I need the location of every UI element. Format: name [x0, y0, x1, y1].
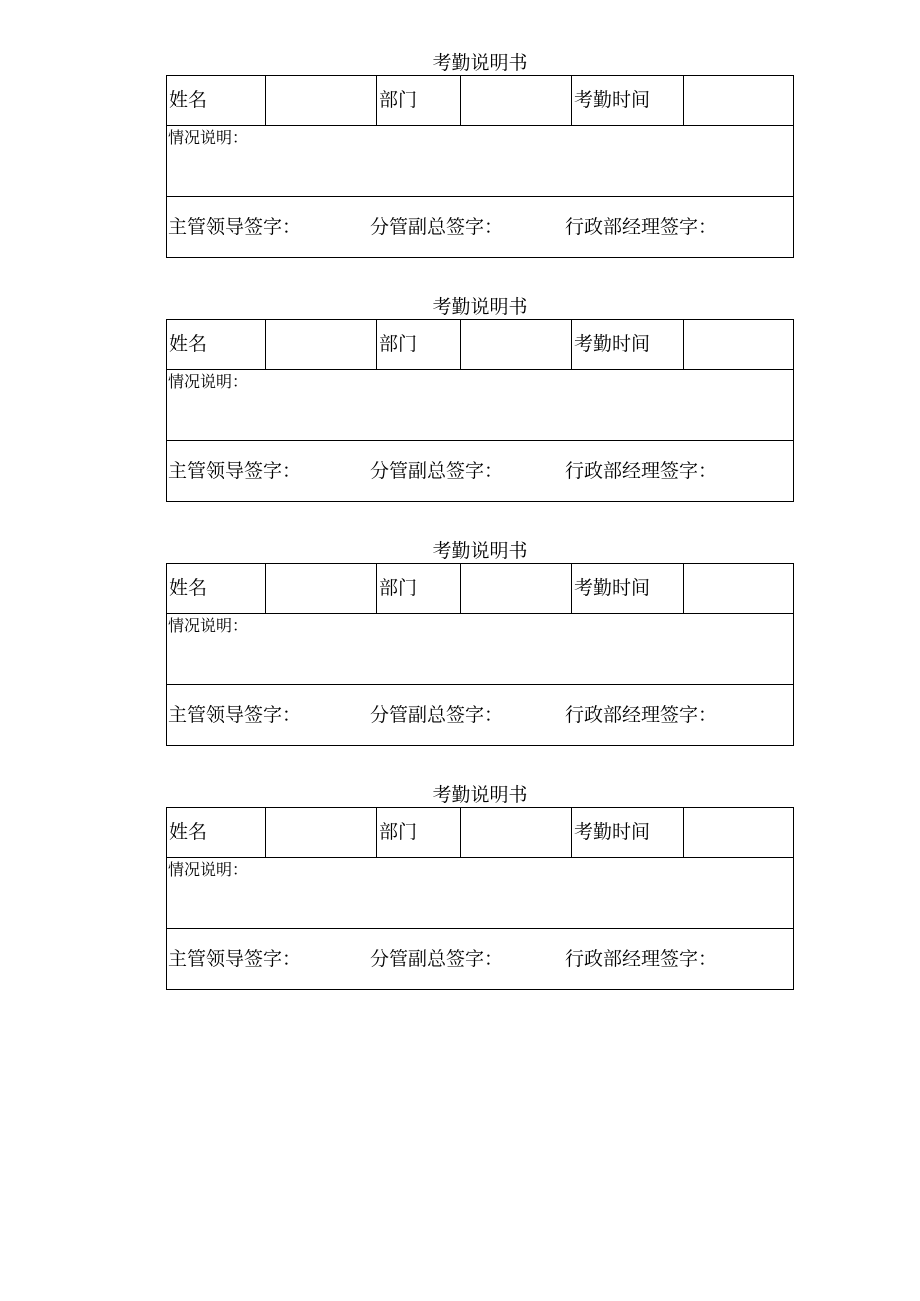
attendance-time-label: 考勤时间	[572, 808, 684, 857]
description-label: 情况说明：	[168, 372, 249, 391]
form-table	[166, 563, 794, 746]
attendance-time-label: 考勤时间	[572, 76, 684, 125]
info-row	[167, 564, 793, 614]
dept-label: 部门	[377, 320, 461, 369]
description-label: 情况说明：	[168, 128, 249, 147]
info-row	[167, 76, 793, 126]
attendance-form	[166, 783, 794, 990]
form-title: 考勤说明书	[432, 296, 528, 318]
name-label: 姓名	[167, 564, 266, 613]
description-label: 情况说明：	[168, 616, 249, 635]
form-title: 考勤说明书	[432, 540, 528, 562]
signature-row	[167, 929, 793, 989]
form-title: 考勤说明书	[432, 784, 528, 806]
dept-field[interactable]	[461, 320, 572, 369]
name-field[interactable]	[266, 808, 377, 857]
admin-manager-signature-label: 行政部经理签字：	[565, 216, 718, 238]
dept-label: 部门	[377, 76, 461, 125]
attendance-time-label: 考勤时间	[572, 320, 684, 369]
supervisor-signature-label: 主管领导签字：	[168, 460, 302, 482]
info-row	[167, 808, 793, 858]
admin-manager-signature-label: 行政部经理签字：	[565, 948, 718, 970]
deputy-signature-label: 分管副总签字：	[370, 704, 504, 726]
dept-label: 部门	[377, 564, 461, 613]
dept-field[interactable]	[461, 76, 572, 125]
supervisor-signature-label: 主管领导签字：	[168, 948, 302, 970]
supervisor-signature-label: 主管领导签字：	[168, 704, 302, 726]
deputy-signature-label: 分管副总签字：	[370, 216, 504, 238]
signature-row	[167, 685, 793, 745]
attendance-form	[166, 51, 794, 258]
description-row[interactable]	[167, 614, 793, 685]
signature-row	[167, 441, 793, 501]
deputy-signature-label: 分管副总签字：	[370, 460, 504, 482]
form-table	[166, 807, 794, 990]
signature-row	[167, 197, 793, 257]
name-field[interactable]	[266, 564, 377, 613]
description-row[interactable]	[167, 858, 793, 929]
attendance-time-field[interactable]	[684, 76, 793, 125]
admin-manager-signature-label: 行政部经理签字：	[565, 460, 718, 482]
name-label: 姓名	[167, 320, 266, 369]
form-title: 考勤说明书	[432, 52, 528, 74]
description-row[interactable]	[167, 370, 793, 441]
name-field[interactable]	[266, 320, 377, 369]
attendance-time-field[interactable]	[684, 564, 793, 613]
description-label: 情况说明：	[168, 860, 249, 879]
attendance-time-label: 考勤时间	[572, 564, 684, 613]
form-table	[166, 319, 794, 502]
attendance-form	[166, 295, 794, 502]
attendance-time-field[interactable]	[684, 808, 793, 857]
name-label: 姓名	[167, 808, 266, 857]
dept-field[interactable]	[461, 808, 572, 857]
attendance-form	[166, 539, 794, 746]
dept-field[interactable]	[461, 564, 572, 613]
admin-manager-signature-label: 行政部经理签字：	[565, 704, 718, 726]
info-row	[167, 320, 793, 370]
supervisor-signature-label: 主管领导签字：	[168, 216, 302, 238]
description-row[interactable]	[167, 126, 793, 197]
name-field[interactable]	[266, 76, 377, 125]
attendance-time-field[interactable]	[684, 320, 793, 369]
name-label: 姓名	[167, 76, 266, 125]
form-table	[166, 75, 794, 258]
deputy-signature-label: 分管副总签字：	[370, 948, 504, 970]
dept-label: 部门	[377, 808, 461, 857]
